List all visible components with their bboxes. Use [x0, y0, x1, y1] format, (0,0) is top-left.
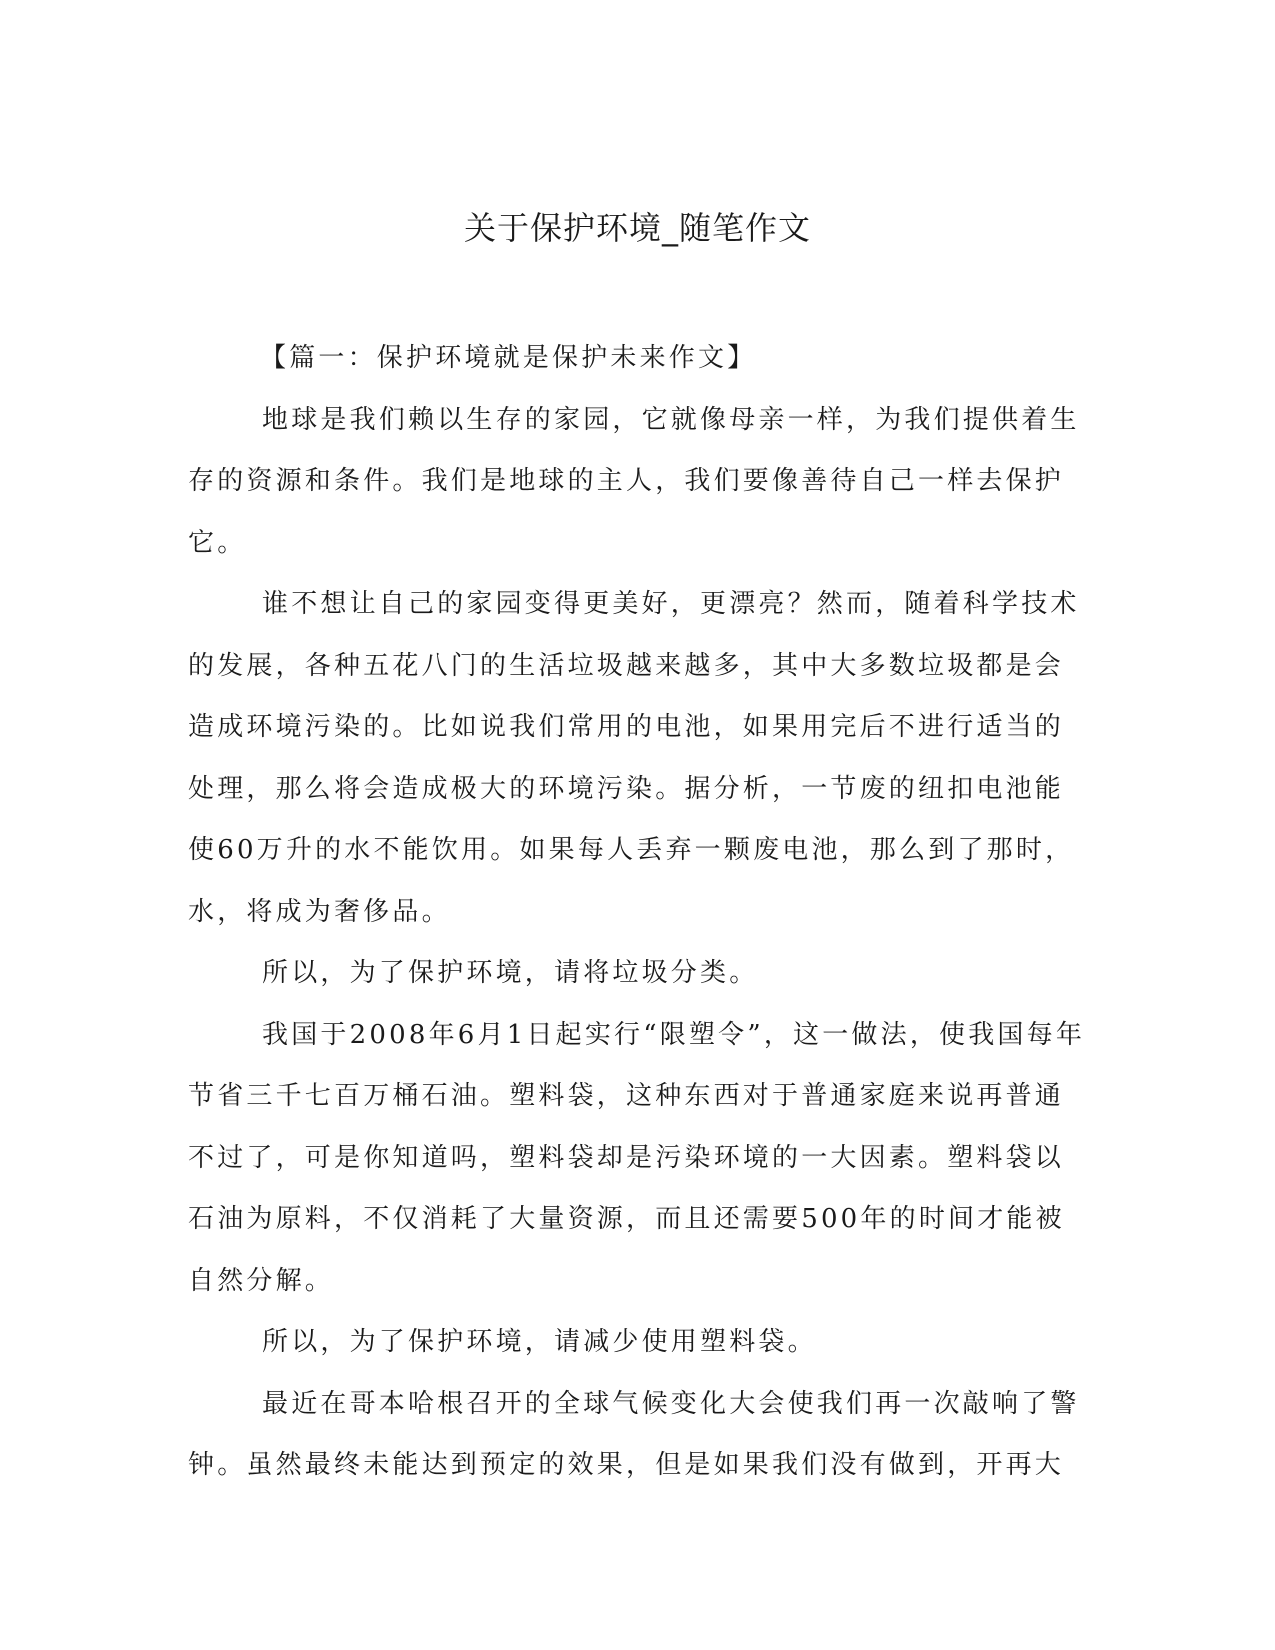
paragraph-5: 所以，为了保护环境，请减少使用塑料袋。 [262, 1327, 817, 1357]
paragraph-4: 我国于2008年6月1日起实行“限塑令”，这一做法，使我国每年节省三千七百万桶石油。塑料袋，这种东西对于普通家庭来说再普通不过了，可是你知道吗，塑料袋却是污染环境的一大因素。塑料袋以石油为原料，不仅消耗了大量资源，而且还需要500年的时间才能被自然分解。 [188, 1019, 1086, 1296]
document-body [188, 328, 1088, 1497]
paragraph-3: 所以，为了保护环境，请将垃圾分类。 [262, 958, 759, 988]
document-title: 关于保护环境_随笔作文 [463, 209, 811, 247]
paragraph-1: 地球是我们赖以生存的家园，它就像母亲一样，为我们提供着生存的资源和条件。我们是地球的主人，我们要像善待自己一样去保护它。 [188, 404, 1080, 558]
section-heading: 【篇一：保护环境就是保护未来作文】 [260, 343, 757, 373]
paragraph-6: 最近在哥本哈根召开的全球气候变化大会使我们再一次敲响了警钟。虽然最终未能达到预定的效果，但是如果我们没有做到，开再大 [188, 1388, 1080, 1480]
paragraph-2: 谁不想让自己的家园变得更美好，更漂亮？然而，随着科学技术的发展，各种五花八门的生活垃圾越来越多，其中大多数垃圾都是会造成环境污染的。比如说我们常用的电池，如果用完后不进行适当的处理，那么将会造成极大的环境污染。据分析，一节废的纽扣电池能使60万升的水不能饮用。如果每人丢弃一颗废电池，那么到了那时，水，将成为奢侈品。 [188, 589, 1080, 927]
